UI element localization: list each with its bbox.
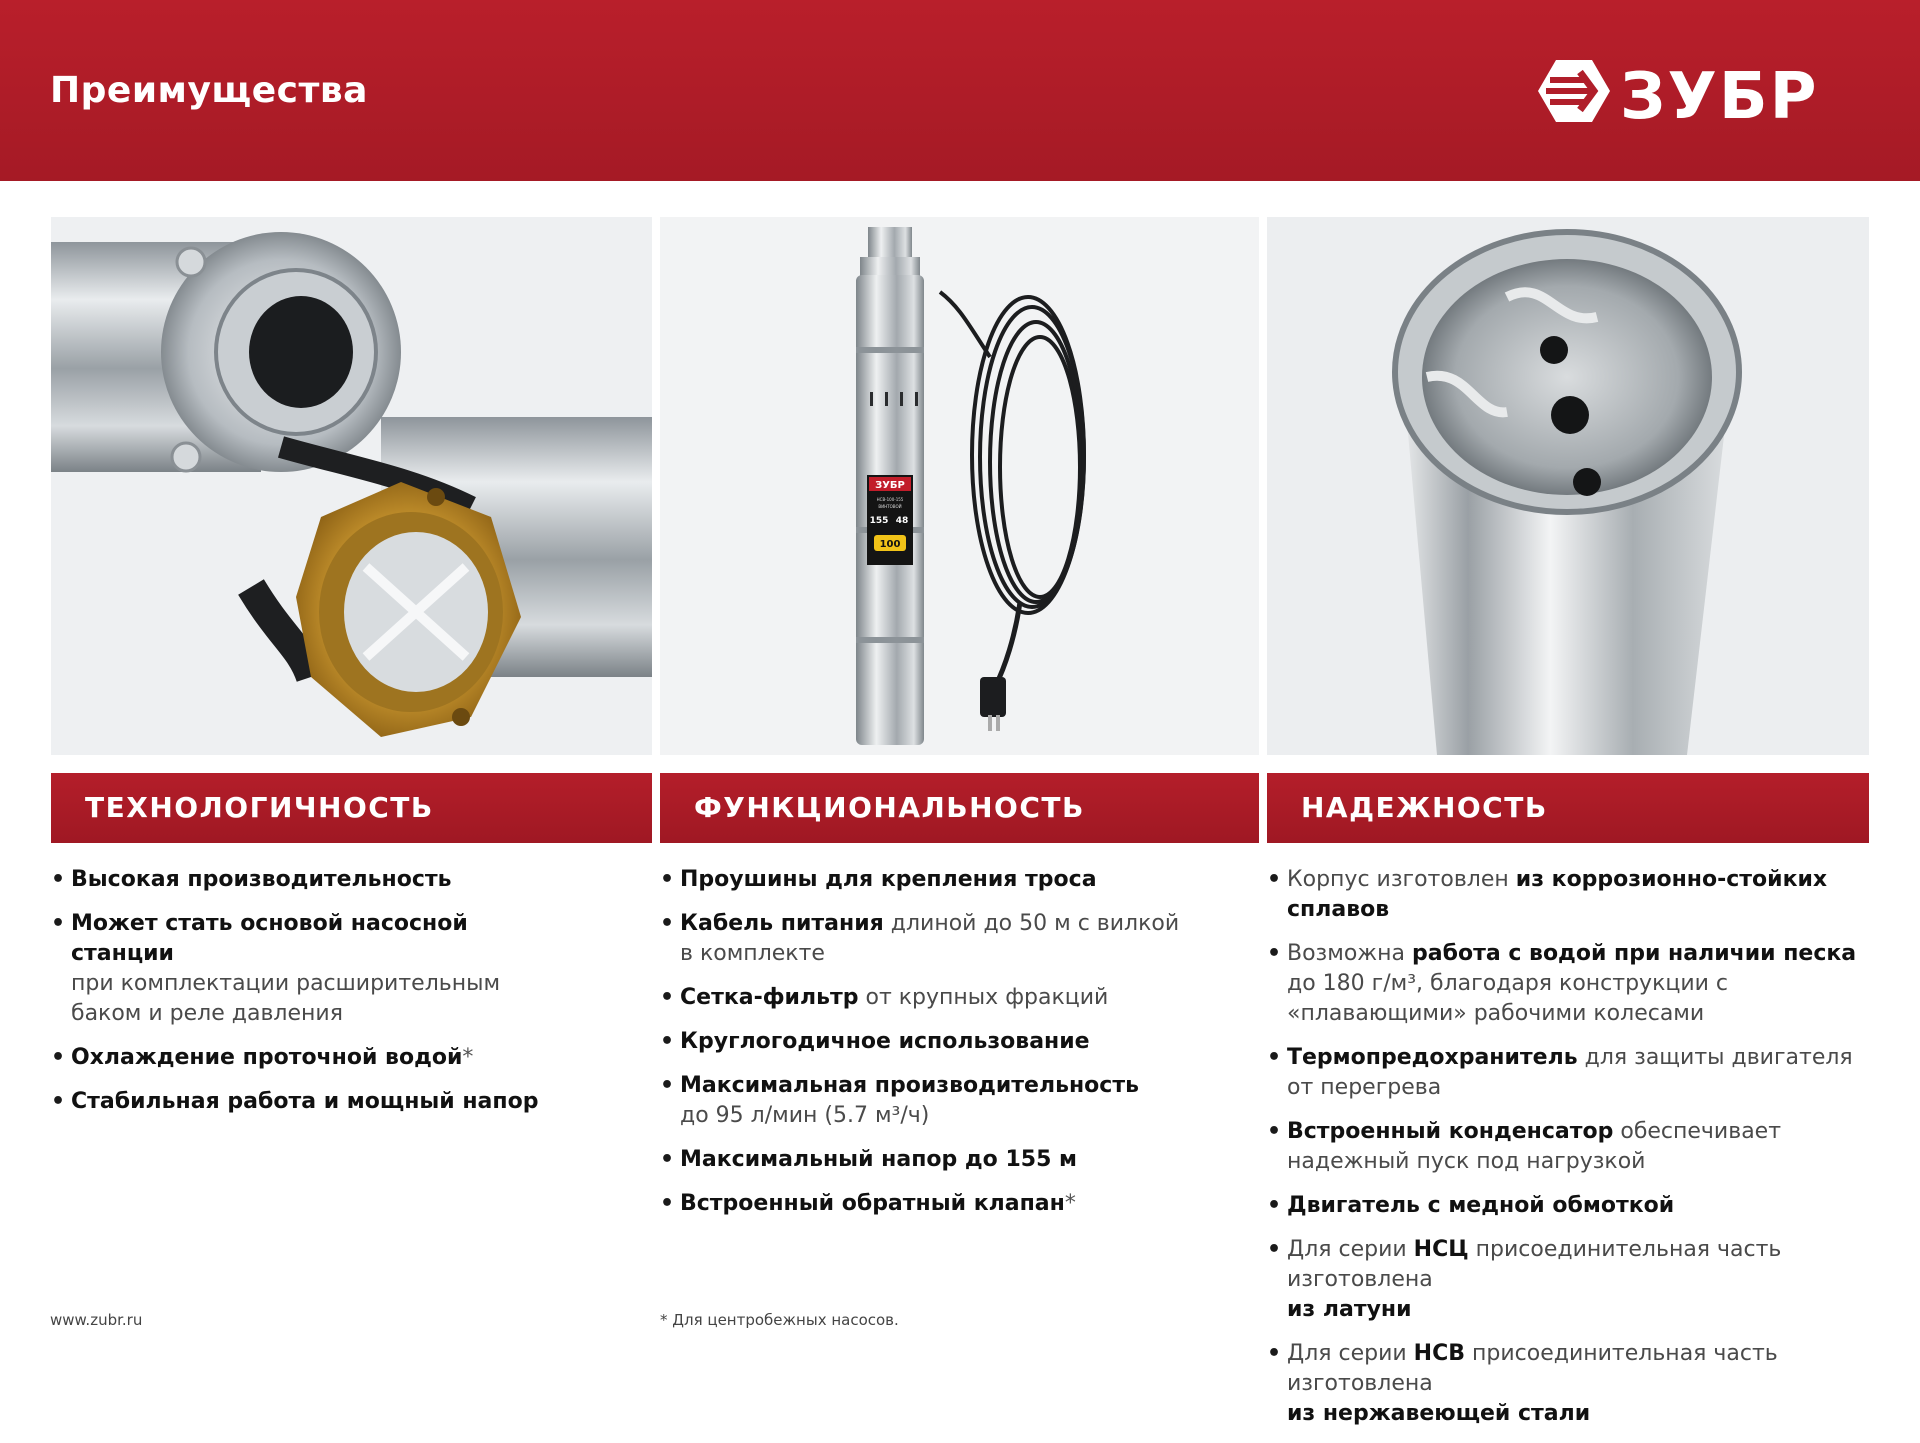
feature-list-functionality (660, 865, 1180, 1233)
feature-text: до 95 л/мин (5.7 м³/ч) (680, 1103, 930, 1128)
feature-bold: Круглогодичное использование (680, 1029, 1090, 1054)
feature-text: для защиты двигателя от перегрева (1287, 1045, 1853, 1100)
product-label-value-bottom: 100 (879, 539, 901, 550)
list-item (660, 1189, 1180, 1219)
list-item (660, 1071, 1180, 1131)
brand-logo (1528, 52, 1868, 134)
list-item (51, 1087, 571, 1117)
feature-bold: Встроенный конденсатор (1287, 1119, 1614, 1144)
feature-bold: Встроенный обратный клапан (680, 1191, 1065, 1216)
feature-bold-2: из нержавеющей стали (1287, 1401, 1591, 1426)
column-title-functionality: ФУНКЦИОНАЛЬНОСТЬ (660, 773, 1259, 843)
feature-text: обеспечивает надежный пуск под нагрузкой (1287, 1119, 1782, 1174)
feature-pre: Корпус изготовлен (1287, 867, 1509, 892)
list-item (660, 1027, 1180, 1057)
feature-text: до 180 г/м³, благодаря конструкции с «плавающими» рабочими колесами (1287, 971, 1729, 1026)
feature-bold-2: из латуни (1287, 1297, 1412, 1322)
feature-text: присоединительная часть изготовлена (1287, 1237, 1782, 1292)
image-pump-housing-top (1267, 217, 1869, 755)
logo-text: ЗУБР (1620, 60, 1819, 134)
list-item (1267, 1191, 1877, 1221)
product-label-brand: ЗУБР (875, 480, 905, 491)
image-submersible-pump (660, 217, 1259, 755)
list-item (660, 865, 1180, 895)
feature-bold: Термопредохранитель (1287, 1045, 1578, 1070)
list-item (1267, 1043, 1877, 1103)
list-item (660, 1145, 1180, 1175)
feature-bold: Высокая производительность (71, 867, 452, 892)
list-item (51, 1043, 571, 1073)
feature-text: длиной до 50 м с вилкой в комплекте (680, 911, 1180, 966)
feature-bold: НСВ (1413, 1341, 1465, 1366)
feature-text: присоединительная часть изготовлена (1287, 1341, 1778, 1396)
feature-bold: работа с водой при наличии песка (1412, 941, 1857, 966)
column-title-reliability: НАДЕЖНОСТЬ (1267, 773, 1869, 843)
feature-bold: Сетка-фильтр (680, 985, 859, 1010)
feature-bold: Максимальная производительность (680, 1073, 1140, 1098)
feature-bold: Кабель питания (680, 911, 884, 936)
column-title-technology: ТЕХНОЛОГИЧНОСТЬ (51, 773, 652, 843)
list-item (1267, 865, 1877, 925)
list-item (51, 865, 571, 895)
footer-url[interactable]: www.zubr.ru (50, 1311, 143, 1329)
feature-bold: Стабильная работа и мощный напор (71, 1089, 539, 1114)
feature-text: от крупных фракций (865, 985, 1109, 1010)
feature-pre: Для серии (1287, 1237, 1407, 1262)
feature-bold: Может стать основой насосной станции (71, 911, 468, 966)
list-item (660, 909, 1180, 969)
product-label-value-left: 155 (869, 516, 889, 526)
product-label-model: НСВ-100-155 (876, 497, 904, 502)
footnote: * Для центробежных насосов. (660, 1311, 899, 1329)
header-banner (0, 0, 1920, 181)
list-item (1267, 1339, 1877, 1429)
list-item (1267, 939, 1877, 1029)
feature-asterisk: * (1064, 1191, 1076, 1216)
feature-list-technology (51, 865, 571, 1131)
feature-bold: Двигатель с медной обмоткой (1287, 1193, 1675, 1218)
feature-list-reliability (1267, 865, 1877, 1443)
feature-bold: НСЦ (1413, 1237, 1469, 1262)
page-title: Преимущества (50, 70, 368, 111)
list-item (1267, 1117, 1877, 1177)
feature-pre: Возможна (1287, 941, 1405, 966)
list-item (51, 909, 571, 1029)
feature-text: при комплектации расширительным баком и реле давления (71, 971, 501, 1026)
feature-bold: Охлаждение проточной водой (71, 1045, 463, 1070)
list-item (1267, 1235, 1877, 1325)
image-pump-outlet (51, 217, 652, 755)
product-label-type: ВИНТОВОЙ (878, 504, 902, 509)
feature-bold: Проушины для крепления троса (680, 867, 1097, 892)
feature-bold: из коррозионно-стойких сплавов (1287, 867, 1828, 922)
product-label-value-right: 48 (895, 516, 909, 526)
feature-bold: Максимальный напор до 155 м (680, 1147, 1078, 1172)
list-item (660, 983, 1180, 1013)
feature-pre: Для серии (1287, 1341, 1407, 1366)
feature-asterisk: * (462, 1045, 474, 1070)
